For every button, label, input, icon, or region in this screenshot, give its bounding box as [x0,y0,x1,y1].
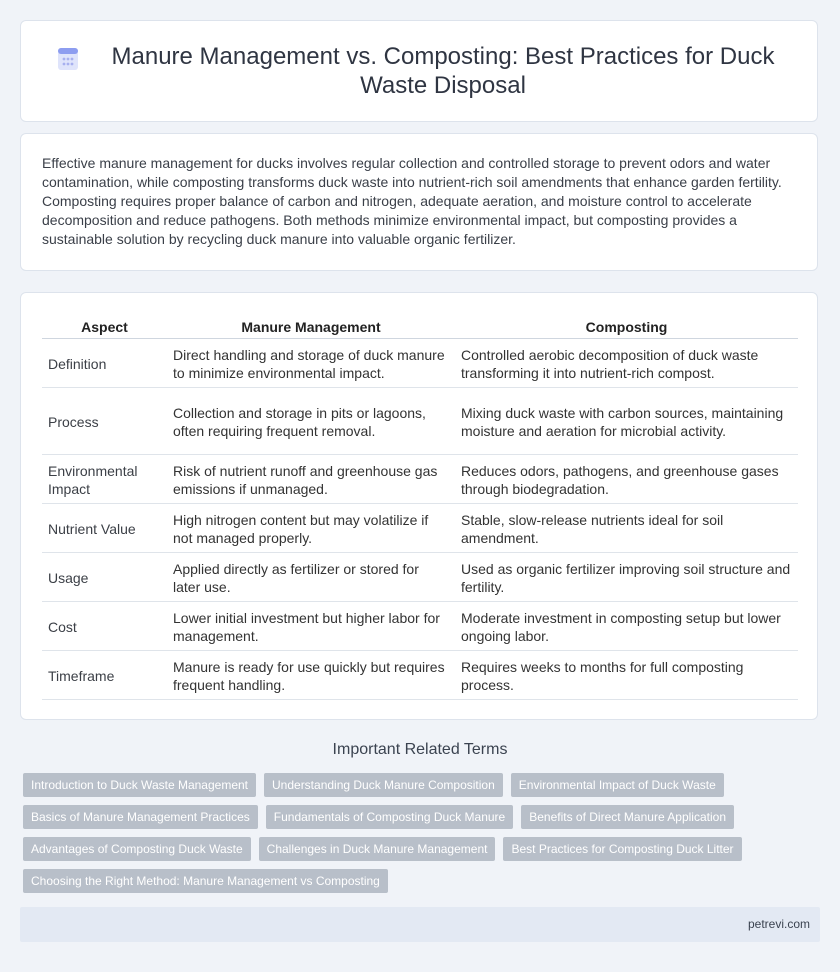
intro-card [20,133,818,271]
related-tag[interactable]: Advantages of Composting Duck Waste [23,837,251,861]
table-row [42,553,798,602]
table-header-row [42,313,798,339]
manure-cell: Collection and storage in pits or lagoons, often requiring frequent removal. [167,388,455,455]
intro-paragraph: Effective manure management for ducks involves regular collection and controlled storage to prevent odors and water contamination, while composting transforms duck waste into nutrient-rich soil amendments that enhance garden fertility. Composting requires proper balance of carbon and nitrogen, adequate aeration, and moisture control to accelerate decomposition and reduce pathogens. Both methods minimize environmental impact, but composting provides a sustainable solution by recycling duck manure into valuable organic fertilizer. [42,155,782,247]
aspect-cell: Definition [42,339,167,388]
table-row [42,602,798,651]
table-row [42,504,798,553]
footer-site[interactable]: petrevi.com [747,917,810,931]
manure-cell: High nitrogen content but may volatilize if not managed properly. [167,504,455,553]
page-title: Manure Management vs. Composting: Best Practices for Duck Waste Disposal [111,43,775,99]
related-tag[interactable]: Best Practices for Composting Duck Litter [503,837,741,861]
title-wrap [49,42,789,100]
tag-row [23,773,803,797]
manure-cell: Risk of nutrient runoff and greenhouse gas emissions if unmanaged. [167,455,455,504]
aspect-cell: Timeframe [42,651,167,700]
composting-cell: Moderate investment in composting setup but lower ongoing labor. [455,602,798,651]
related-tag[interactable]: Challenges in Duck Manure Management [259,837,496,861]
comparison-table [42,313,798,700]
manure-cell: Manure is ready for use quickly but requires frequent handling. [167,651,455,700]
related-tag[interactable]: Introduction to Duck Waste Management [23,773,256,797]
title-card [20,20,818,122]
composting-cell: Stable, slow-release nutrients ideal for soil amendment. [455,504,798,553]
tag-row [23,837,803,861]
aspect-cell: Environmental Impact [42,455,167,504]
document-icon [55,46,81,72]
composting-cell: Used as organic fertilizer improving soil structure and fertility. [455,553,798,602]
aspect-cell: Nutrient Value [42,504,167,553]
aspect-cell: Usage [42,553,167,602]
related-tag[interactable]: Fundamentals of Composting Duck Manure [266,805,513,829]
header-manure-management: Manure Management [167,313,455,339]
tag-row [23,869,803,893]
header-aspect: Aspect [42,313,167,339]
table-row [42,455,798,504]
related-tag[interactable]: Benefits of Direct Manure Application [521,805,734,829]
table-row [42,339,798,388]
aspect-cell: Cost [42,602,167,651]
header-composting: Composting [455,313,798,339]
table-row [42,388,798,455]
composting-cell: Reduces odors, pathogens, and greenhouse gases through biodegradation. [455,455,798,504]
comparison-table-card [20,292,818,720]
related-tag[interactable]: Basics of Manure Management Practices [23,805,258,829]
composting-cell: Controlled aerobic decomposition of duck waste transforming it into nutrient-rich compost. [455,339,798,388]
related-tag[interactable]: Environmental Impact of Duck Waste [511,773,724,797]
footer [20,907,820,942]
manure-cell: Applied directly as fertilizer or stored for later use. [167,553,455,602]
related-terms-tags [23,773,803,901]
composting-cell: Mixing duck waste with carbon sources, maintaining moisture and aeration for microbial activity. [455,388,798,455]
related-terms-title: Important Related Terms [332,741,508,758]
aspect-cell: Process [42,388,167,455]
related-tag[interactable]: Choosing the Right Method: Manure Management vs Composting [23,869,388,893]
table-row [42,651,798,700]
manure-cell: Direct handling and storage of duck manure to minimize environmental impact. [167,339,455,388]
manure-cell: Lower initial investment but higher labor for management. [167,602,455,651]
related-tag[interactable]: Understanding Duck Manure Composition [264,773,503,797]
composting-cell: Requires weeks to months for full composting process. [455,651,798,700]
tag-row [23,805,803,829]
